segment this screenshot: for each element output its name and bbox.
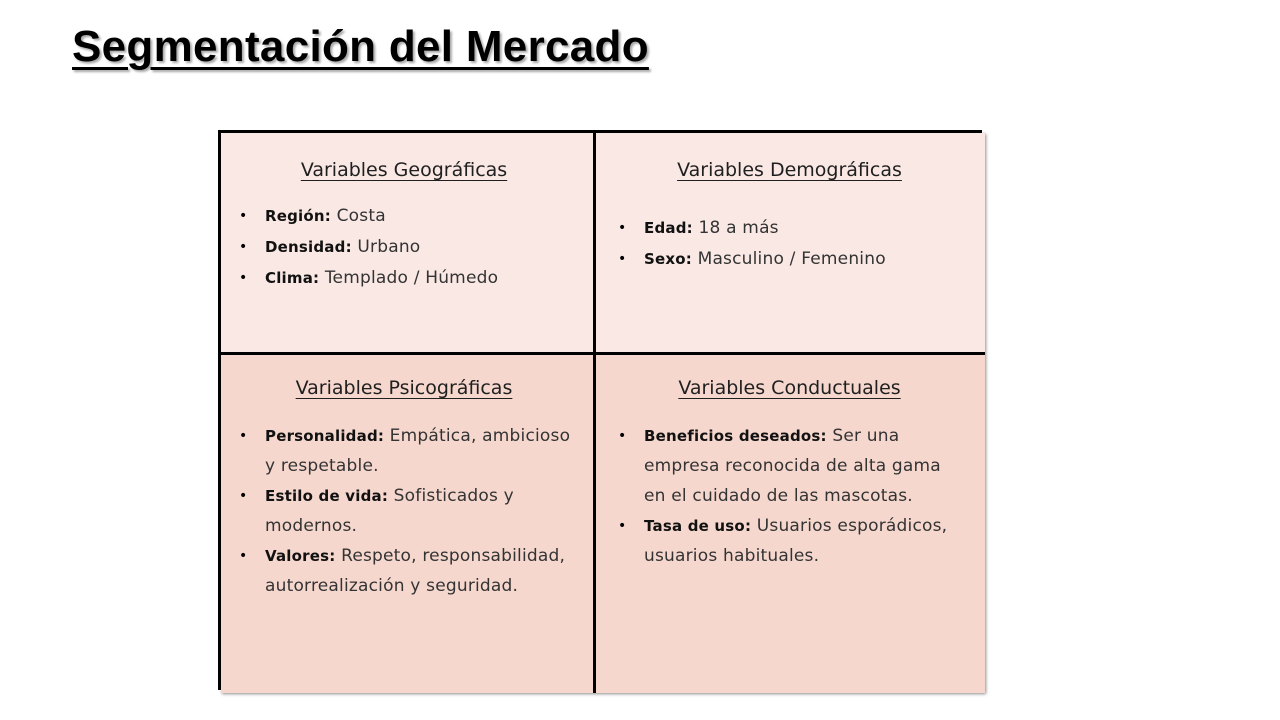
item-label: Estilo de vida: <box>265 487 389 505</box>
item-value: Respeto, responsabilidad, autorrealización y seguridad. <box>265 546 566 596</box>
bullet-icon: • <box>239 548 248 564</box>
list-item <box>235 201 573 232</box>
item-value: Templado / Húmedo <box>319 268 499 288</box>
list-item <box>235 541 573 601</box>
bullet-icon: • <box>239 208 248 224</box>
cell-title-geographic: Variables Geográficas <box>300 159 508 181</box>
bullet-icon: • <box>618 518 627 534</box>
cell-title-psychographic: Variables Psicográficas <box>295 377 513 399</box>
item-label: Edad: <box>644 219 693 237</box>
cell-demographic-variables <box>596 133 985 355</box>
list-item <box>235 421 573 481</box>
item-value: 18 a más <box>692 218 779 238</box>
item-value: Masculino / Femenino <box>691 249 886 269</box>
psychographic-list <box>235 421 573 601</box>
bullet-icon: • <box>239 270 248 286</box>
cell-psychographic-variables <box>221 355 596 693</box>
geographic-list <box>235 201 573 294</box>
item-label: Región: <box>265 207 331 225</box>
behavioral-list <box>614 421 965 571</box>
item-value: Sofisticados y modernos. <box>265 486 514 536</box>
item-value: Costa <box>331 206 386 226</box>
item-label: Tasa de uso: <box>644 517 752 535</box>
item-label: Beneficios deseados: <box>644 427 827 445</box>
list-item <box>614 213 965 244</box>
bullet-icon: • <box>618 251 627 267</box>
item-label: Densidad: <box>265 238 352 256</box>
page-title: Segmentación del Mercado <box>72 22 649 71</box>
item-value: Urbano <box>351 237 421 257</box>
demographic-list <box>614 213 965 275</box>
item-label: Clima: <box>265 269 320 287</box>
bullet-icon: • <box>618 220 627 236</box>
bullet-icon: • <box>618 428 627 444</box>
bullet-icon: • <box>239 239 248 255</box>
list-item <box>614 511 965 571</box>
item-value: Usuarios esporádicos, usuarios habituales. <box>644 516 948 566</box>
item-label: Sexo: <box>644 250 692 268</box>
list-item <box>235 232 573 263</box>
cell-title-behavioral: Variables Conductuales <box>678 377 901 399</box>
item-value: Empática, ambicioso y respetable. <box>265 426 571 476</box>
item-value: Ser una empresa reconocida de alta gama en el cuidado de las mascotas. <box>644 426 941 506</box>
cell-behavioral-variables <box>596 355 985 693</box>
bullet-icon: • <box>239 488 248 504</box>
segmentation-table <box>218 130 982 690</box>
list-item <box>235 481 573 541</box>
item-label: Personalidad: <box>265 427 385 445</box>
list-item <box>235 263 573 294</box>
item-label: Valores: <box>265 547 336 565</box>
list-item <box>614 421 965 511</box>
cell-geographic-variables <box>221 133 596 355</box>
cell-title-demographic: Variables Demográficas <box>677 159 902 181</box>
bullet-icon: • <box>239 428 248 444</box>
list-item <box>614 244 965 275</box>
